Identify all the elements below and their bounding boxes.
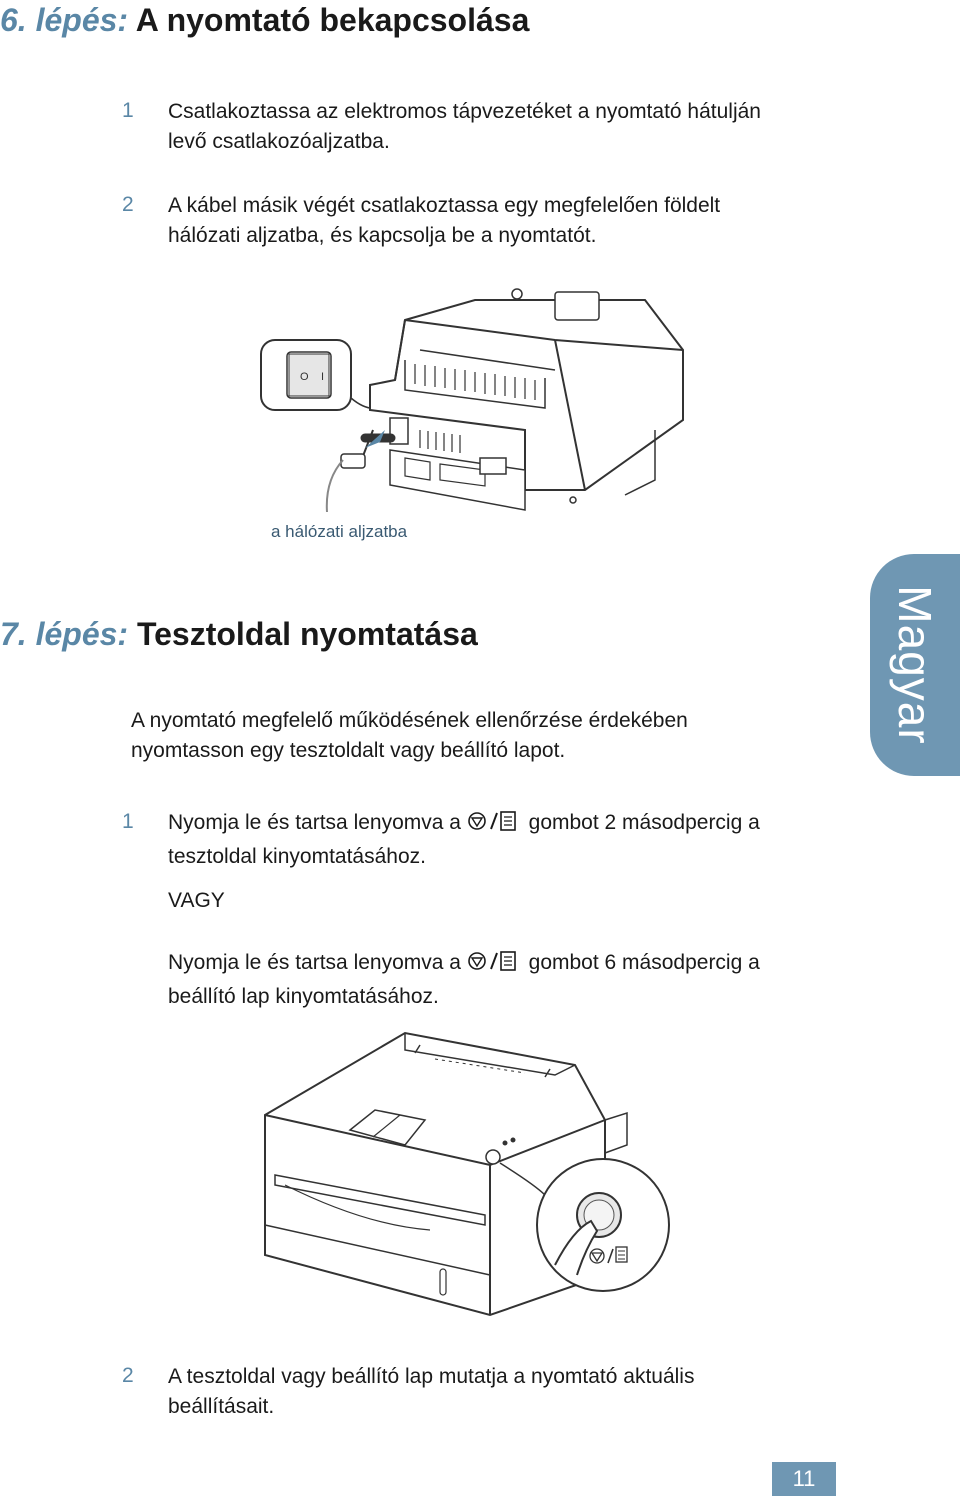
instruction-text	[168, 191, 720, 251]
instruction-line: A kábel másik végét csatlakoztassa egy megfelelően földelt	[168, 194, 721, 217]
item-number: 1	[122, 99, 134, 122]
instruction-line	[168, 948, 760, 982]
step-6-title: A nyomtató bekapcsolása	[135, 2, 530, 38]
instruction-fragment: Nyomja le és tartsa lenyomva a	[168, 811, 461, 834]
language-tab-label: Magyar	[889, 585, 941, 745]
item-number: 1	[122, 810, 134, 833]
cancel-demo-button-icon	[467, 949, 523, 982]
item-number: 2	[122, 193, 134, 216]
or-label: VAGY	[168, 889, 225, 912]
switch-on-label: I	[321, 371, 325, 383]
outlet-caption: a hálózati aljzatba	[271, 522, 408, 541]
instruction-line: hálózati aljzatba, és kapcsolja be a nyomtatót.	[168, 224, 597, 247]
switch-off-label: O	[300, 371, 309, 383]
step-7-title: Tesztoldal nyomtatása	[136, 616, 478, 652]
instruction-line: levő csatlakozóaljzatba.	[168, 130, 390, 153]
section-7-intro	[131, 706, 688, 766]
instruction-text	[168, 97, 761, 157]
section-6-heading	[0, 2, 529, 39]
instruction-text	[168, 808, 760, 872]
intro-line: nyomtasson egy tesztoldalt vagy beállító lapot.	[131, 739, 566, 762]
printer-body	[370, 289, 683, 510]
instruction-line: Csatlakoztassa az elektromos tápvezetéket a nyomtató hátulján	[168, 100, 761, 123]
printer-front-illustration	[255, 1025, 685, 1325]
section-7-heading	[0, 616, 478, 653]
language-tab	[870, 554, 960, 776]
instruction-fragment: gombot 6 másodpercig a	[528, 951, 760, 974]
instruction-text	[168, 948, 760, 1012]
intro-line: A nyomtató megfelelő működésének ellenőrzése érdekében	[131, 709, 688, 732]
instruction-fragment: Nyomja le és tartsa lenyomva a	[168, 951, 461, 974]
step-7-label: 7. lépés:	[0, 616, 129, 652]
step-6-label: 6. lépés:	[0, 2, 129, 38]
instruction-text	[168, 1362, 694, 1422]
cancel-demo-button-icon	[467, 809, 523, 842]
instruction-line: A tesztoldal vagy beállító lap mutatja a nyomtató aktuális	[168, 1365, 695, 1388]
power-switch-callout	[261, 340, 377, 410]
item-number: 2	[122, 1364, 134, 1387]
instruction-line: tesztoldal kinyomtatásához.	[168, 845, 426, 868]
instruction-fragment: gombot 2 másodpercig a	[528, 811, 760, 834]
instruction-line	[168, 808, 760, 842]
page-number: 11	[772, 1462, 836, 1496]
instruction-line: beállító lap kinyomtatásához.	[168, 985, 439, 1008]
instruction-line: beállításait.	[168, 1395, 275, 1418]
printer-rear-illustration	[255, 280, 695, 541]
power-cable	[327, 430, 391, 512]
